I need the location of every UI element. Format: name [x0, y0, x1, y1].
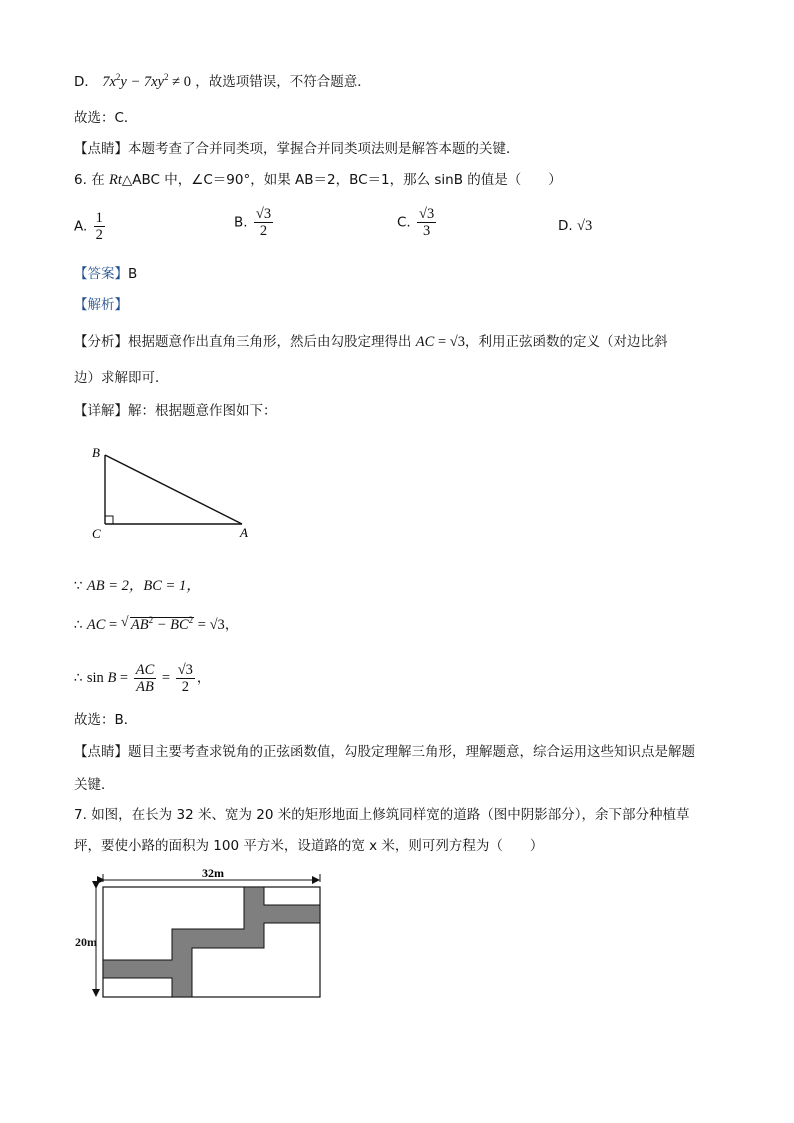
q6-step2: ∴ AC = √ $AB^2 - BC^2 = √3$， [74, 615, 239, 633]
q6-comment: 【点睛】题目主要考查求锐角的正弦函数值，勾股定理解三角形，理解题意，综合运用这些知识点是解题 [74, 744, 695, 760]
prev-comment: 【点睛】本题考查了合并同类项，掌握合并同类项法则是解答本题的关键． [74, 141, 520, 157]
road-diagram [72, 868, 327, 1002]
pythagoras-expression: AC = √ $AB^2 - BC^2 = √3$ [86, 615, 225, 633]
q6-fenxi-cont: 边）求解即可． [74, 370, 169, 386]
side-ab [105, 455, 242, 524]
height-label: 20m [75, 935, 97, 949]
q6-step1: ∵ AB = 2，BC = 1， [74, 578, 201, 594]
sine-expression: sin B = $\frac{AC}{AB}$ = $\frac{√3}{2}$ [86, 662, 193, 695]
q7-stem: 7. 如图，在长为 32 米、宽为 20 米的矩形地面上修筑同样宽的道路（图中阴影部分），余下部分种植草 [74, 807, 690, 823]
triangle-figure [84, 440, 264, 550]
q6-answer: 【答案】B [74, 266, 138, 282]
width-label: 32m [202, 868, 224, 880]
prev-option-d: D． $7x^2y - 7xy^2 \ne 0$ ，故选项错误，不符合题意． [74, 72, 371, 90]
q6-comment-cont: 关键． [74, 777, 115, 793]
vertex-c-label: C [92, 526, 101, 541]
prev-choice: 故选：C． [74, 110, 138, 126]
q6-stem: 6. 在 Rt△ABC 中，∠C＝90°，如果 AB＝2，BC＝1，那么 sinB 的值是（ ） [74, 172, 562, 188]
q6-fenxi: 【分析】根据题意作出直角三角形，然后由勾股定理得出 AC = √3，利用正弦函数的定义（对边比斜 [74, 334, 668, 350]
vertex-a-label: A [240, 525, 248, 540]
q6-choice: 故选：B． [74, 712, 138, 728]
q6-option-d: D. √3 [558, 218, 593, 234]
q6-step3: ∴ sin B = $\frac{AC}{AB}$ = $\frac{√3}{2}$ ， [74, 662, 211, 695]
q6-detail: 【详解】解：根据题意作图如下： [74, 403, 277, 419]
option-d-expression: $7x^2y - 7xy^2 \ne 0$ [102, 72, 191, 90]
q7-stem-cont: 坪，要使小路的面积为 100 平方米，设道路的宽 x 米，则可列方程为（ ） [74, 838, 544, 854]
q6-option-b: B. $\frac{√3}{2}$ [234, 206, 272, 239]
q6-option-a: A. $\frac{1}{2}$ [74, 210, 103, 243]
q6-analysis-tag: 【解析】 [74, 297, 128, 313]
vertex-b-label: B [92, 445, 100, 460]
q6-option-c: C. $\frac{√3}{3}$ [397, 206, 435, 239]
right-angle-mark [105, 516, 113, 524]
ac-expression: AC = √3 [415, 334, 465, 350]
